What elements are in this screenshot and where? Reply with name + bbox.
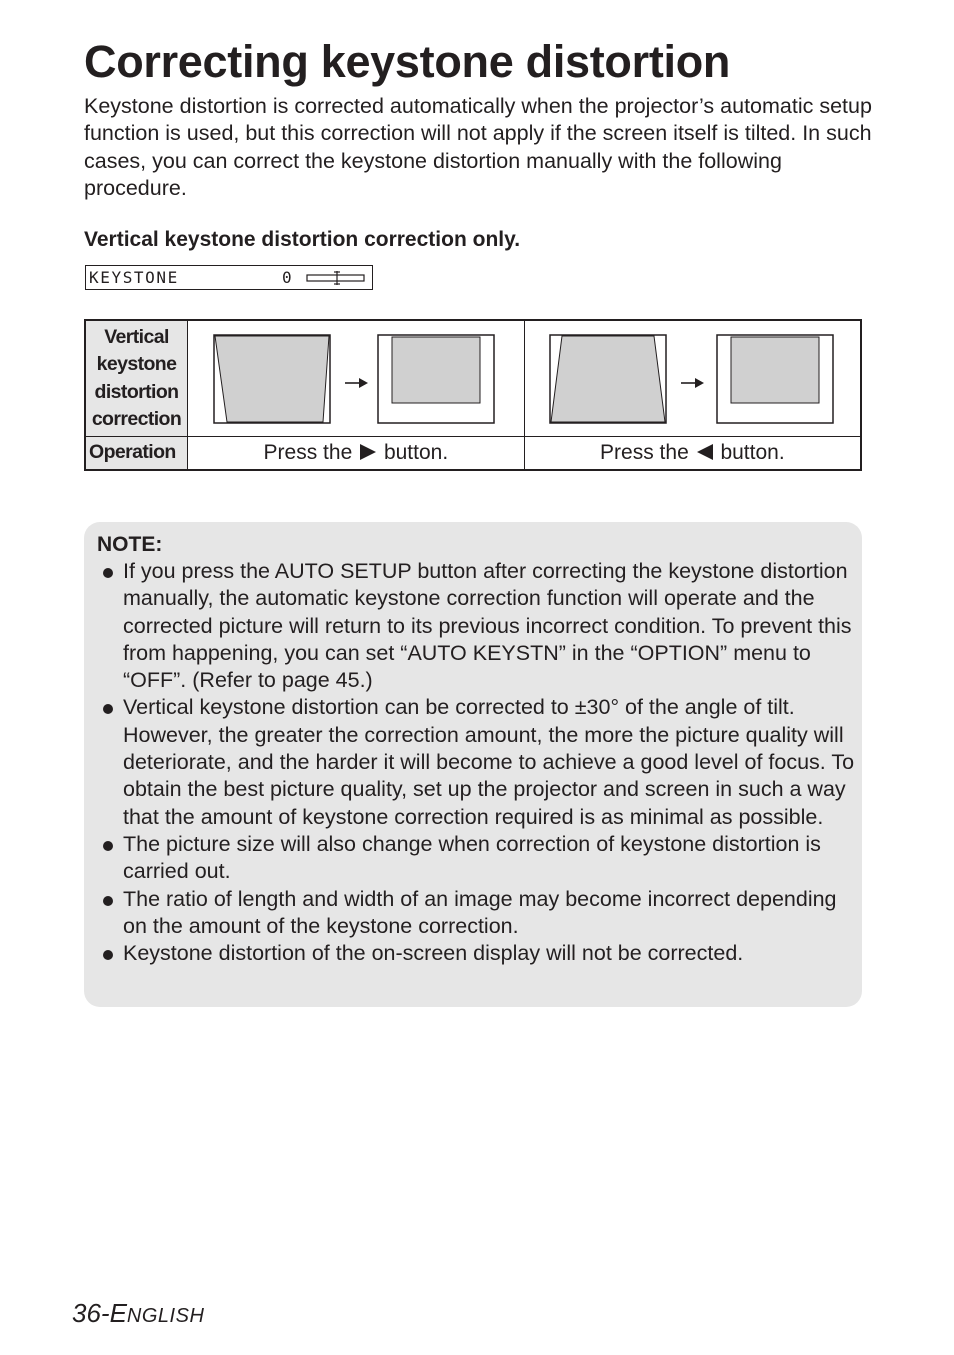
intro-paragraph: Keystone distortion is corrected automatically when the projector’s automatic setup function is used, but this correction will not apply if the screen itself is tilted. In such cases, you can correct the keystone distortion manually with the following procedure. bbox=[84, 94, 872, 200]
operation-press-right bbox=[188, 437, 525, 470]
diagram-bottom-wide bbox=[524, 320, 861, 437]
operation-text-before: Press the bbox=[600, 440, 689, 464]
note-item bbox=[97, 886, 857, 941]
note-item bbox=[97, 558, 857, 694]
note-list bbox=[97, 558, 857, 967]
osd-slider-icon bbox=[306, 271, 366, 285]
section-subheading: Vertical keystone distortion correction only. bbox=[84, 228, 521, 251]
keystone-osd-bar bbox=[85, 265, 373, 290]
osd-value: 0 bbox=[282, 268, 292, 287]
page-number: 36- bbox=[72, 1298, 110, 1328]
note-box bbox=[84, 522, 862, 1007]
operation-press-left bbox=[524, 437, 861, 470]
keystone-bottom-wide-diagram bbox=[525, 321, 862, 436]
operation-text-after: button. bbox=[383, 440, 449, 464]
bullet-icon bbox=[103, 896, 113, 906]
note-item-text: Keystone distortion of the on-screen display will not be corrected. bbox=[123, 941, 744, 966]
keystone-top-wide-diagram bbox=[188, 321, 522, 436]
operation-text-before: Press the bbox=[263, 440, 353, 464]
note-item bbox=[97, 831, 857, 886]
note-item-text: The picture size will also change when correction of keystone distortion is carried out. bbox=[123, 831, 821, 884]
language-rest: NGLISH bbox=[126, 1305, 205, 1327]
note-item-text: If you press the AUTO SETUP button after correcting the keystone distortion manually, the automatic keystone correction function will operate and the corrected picture will return to its previous incorrect condition. To prevent this from happening, you can set “AUTO KEYSTN” in the “OPTION” menu to “OFF”. (Refer to page 45.) bbox=[123, 559, 852, 693]
bullet-icon bbox=[103, 704, 113, 714]
note-title: NOTE: bbox=[97, 533, 163, 556]
note-item-text: The ratio of length and width of an image may become incorrect depending on the amount of the keystone correction. bbox=[123, 886, 837, 938]
bullet-icon bbox=[103, 841, 113, 851]
page-footer bbox=[72, 1298, 204, 1329]
osd-label: KEYSTONE bbox=[89, 268, 179, 287]
right-triangle-icon bbox=[360, 444, 376, 460]
note-item bbox=[97, 940, 857, 967]
language-initial: E bbox=[109, 1298, 127, 1328]
left-triangle-icon bbox=[697, 444, 713, 460]
note-item bbox=[97, 694, 857, 830]
note-item-text: Vertical keystone distortion can be corrected to ±30° of the angle of tilt. However, the greater the correction amount, the more the picture quality will deteriorate, and the harder it will become to achieve a good level of focus. To obtain the best picture quality, set up the projector and screen in such a way that the amount of keystone correction required is as minimal as possible. bbox=[123, 695, 855, 829]
page-title: Correcting keystone distortion bbox=[84, 36, 731, 87]
keystone-correction-table bbox=[84, 319, 862, 471]
diagram-top-wide bbox=[188, 320, 525, 437]
bullet-icon bbox=[103, 950, 113, 960]
bullet-icon bbox=[103, 568, 113, 578]
operation-text-after: button. bbox=[720, 440, 785, 464]
table-header-operation: Operation bbox=[85, 437, 188, 470]
table-header-correction: Vertical keystone distortion correction bbox=[85, 320, 188, 437]
